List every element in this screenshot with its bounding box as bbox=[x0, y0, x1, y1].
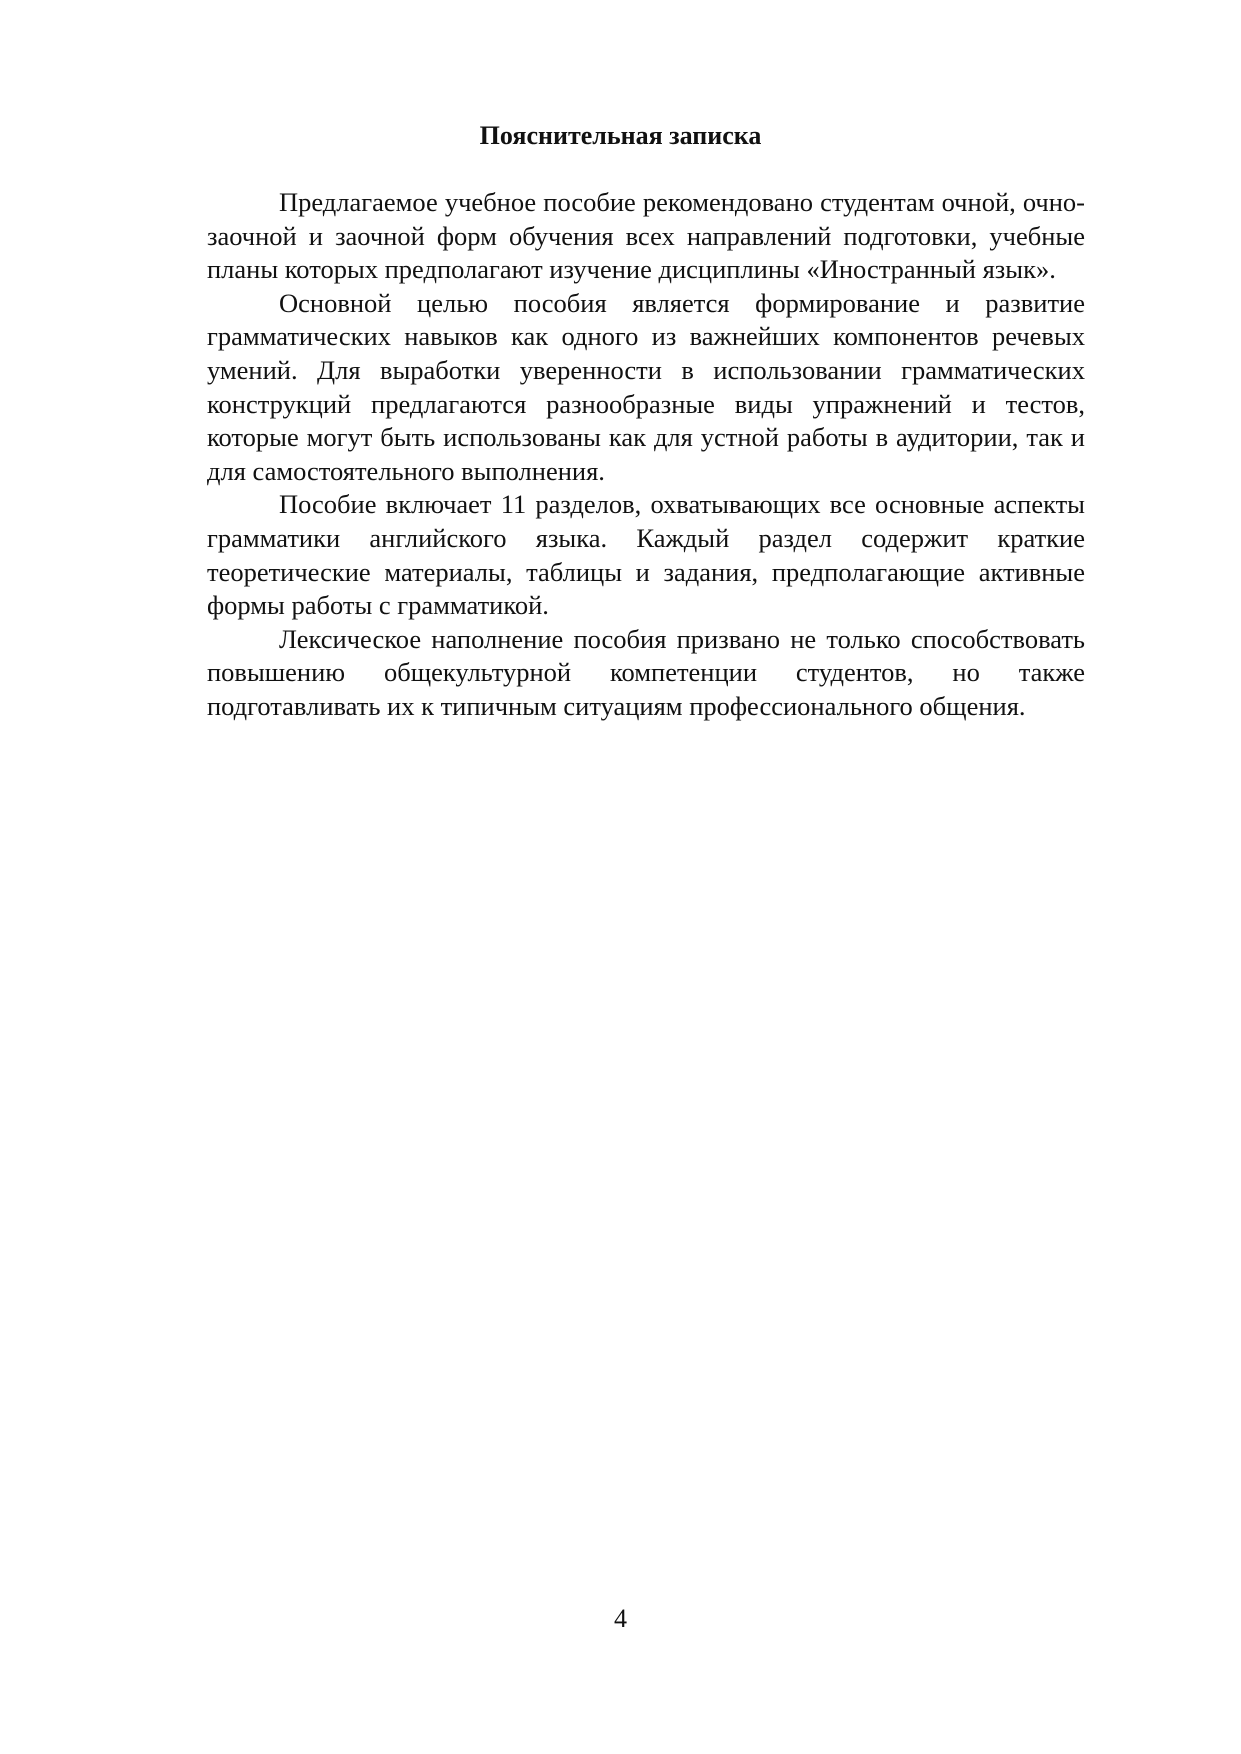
page-title: Пояснительная записка bbox=[479, 121, 762, 150]
page-number: 4 bbox=[614, 1604, 627, 1633]
paragraph-lexical: Лексическое наполнение пособия призвано не только способствовать повышению общекультурной компетенции студентов, но также подготавливать их к типичным ситуациям профессионального общения. bbox=[207, 623, 1085, 721]
paragraph-goal: Основной целью пособия является формирование и развитие грамматических навыков как одного из важнейших компонентов речевых умений. Для выработки уверенности в использовании грамматических конструкций предлагаются разнообразные виды упражнений и тестов, которые могут быть использованы как для устной работы в аудитории, так и для самостоятельного выполнения. bbox=[207, 287, 1085, 486]
document-body bbox=[207, 186, 1085, 724]
paragraph-sections: Пособие включает 11 разделов, охватывающих все основные аспекты грамматики английского языка. Каждый раздел содержит краткие теоретические материалы, таблицы и задания, предполагающие активные формы работы с грамматикой. bbox=[207, 489, 1085, 621]
paragraph-intro: Предлагаемое учебное пособие рекомендовано студентам очной, очно-заочной и заочной форм обучения всех направлений подготовки, учебные планы которых предполагают изучение дисциплины «Иностранный язык». bbox=[207, 187, 1085, 285]
